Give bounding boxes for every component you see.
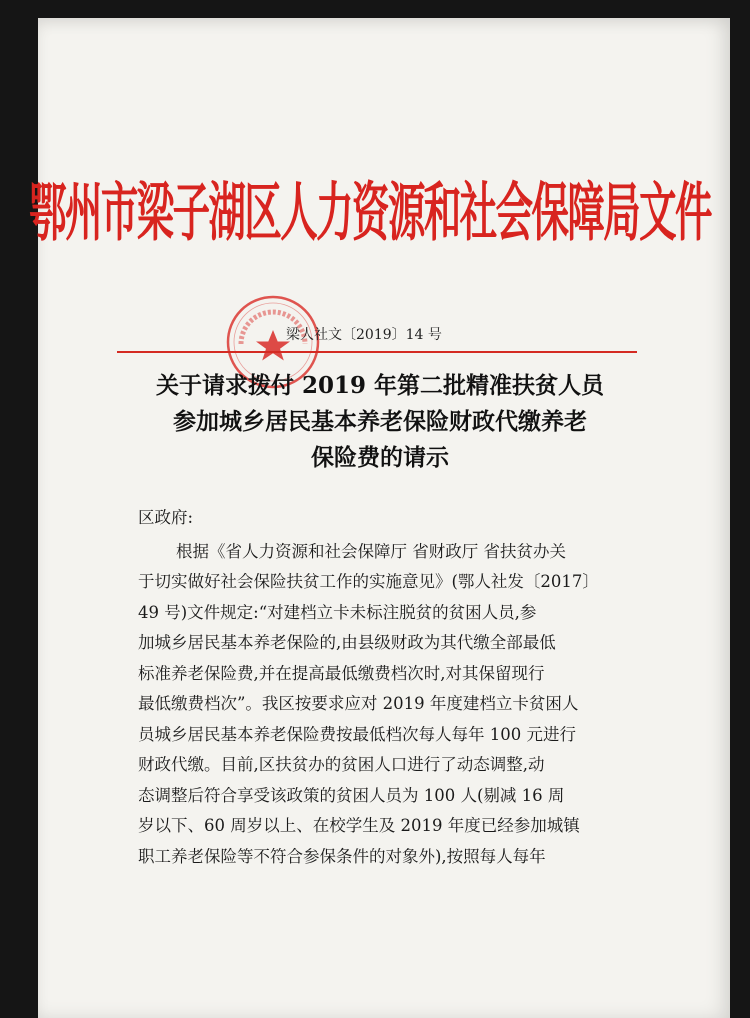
header-divider — [117, 351, 637, 353]
body-line: 标准养老保险费,并在提高最低缴费档次时,对其保留现行 — [138, 663, 545, 683]
body-line: 于切实做好社会保险扶贫工作的实施意见》(鄂人社发〔2017〕 — [138, 572, 599, 591]
body-line: 加城乡居民基本养老保险的,由县级财政为其代缴全部最低 — [138, 633, 556, 652]
seal-star-icon — [256, 330, 290, 361]
addressee: 区政府: — [138, 508, 194, 527]
document-number: 梁人社文〔2019〕14 号 — [286, 327, 442, 343]
document-title — [110, 368, 650, 476]
body-line: 根据《省人力资源和社会保障厅 省财政厅 省扶贫办关 — [176, 541, 566, 561]
body-line: 职工养老保险等不符合参保条件的对象外),按照每人每年 — [138, 846, 546, 866]
header-title: 鄂州市梁子湖区人力资源和社会保障局文件 — [29, 175, 711, 250]
body-line: 49 号)文件规定:“对建档立卡未标注脱贫的贫困人员,参 — [138, 602, 537, 622]
body-line: 岁以下、60 周岁以上、在校学生及 2019 年度已经参加城镇 — [138, 816, 580, 835]
title-line: 参加城乡居民基本养老保险财政代缴养老 — [173, 408, 587, 435]
body-line: 态调整后符合享受该政策的贫困人员为 100 人(剔减 16 周 — [138, 785, 565, 805]
title-line: 保险费的请示 — [311, 444, 449, 471]
document-body — [138, 503, 650, 872]
body-line: 员城乡居民基本养老保险费按最低档次每人每年 100 元进行 — [138, 724, 576, 744]
body-line: 最低缴费档次”。我区按要求应对 2019 年度建档立卡贫困人 — [138, 694, 579, 713]
title-line: 关于请求拨付 2019 年第二批精准扶贫人员 — [155, 372, 605, 399]
body-line: 财政代缴。目前,区扶贫办的贫困人口进行了动态调整,动 — [138, 755, 545, 774]
